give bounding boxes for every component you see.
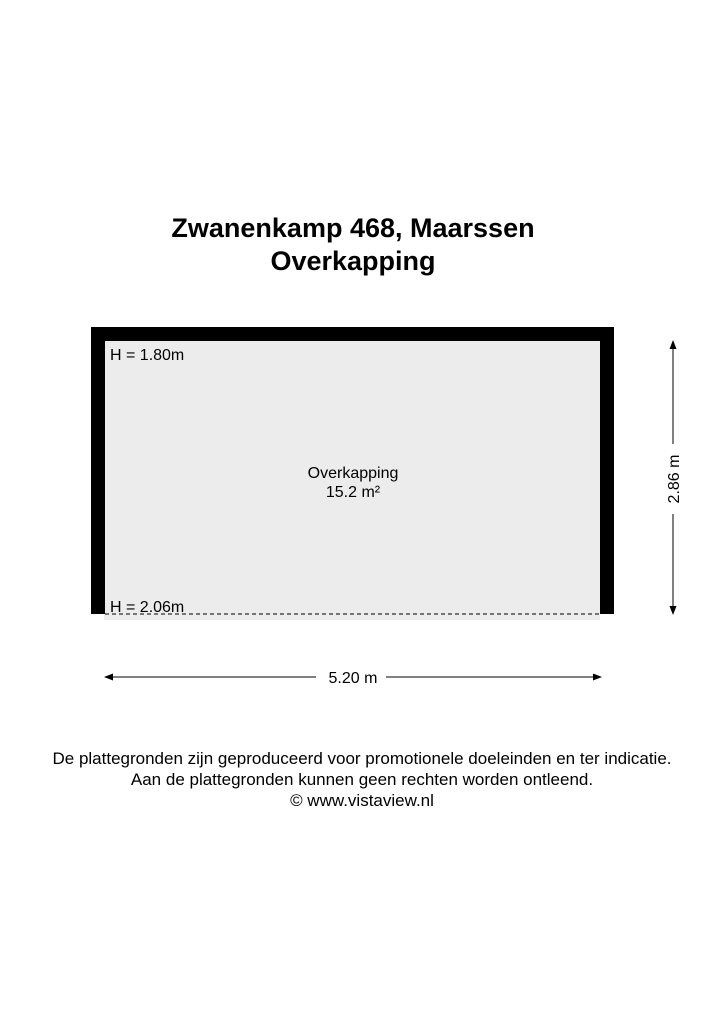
room-name-label: Overkapping bbox=[307, 465, 399, 482]
disclaimer-line-2: Aan de plattegronden kunnen geen rechten worden ontleend. bbox=[130, 770, 594, 789]
wall-right bbox=[600, 327, 614, 614]
room-area-label: 15.2 m² bbox=[325, 484, 381, 501]
plan-title: Zwanenkamp 468, Maarssen bbox=[171, 213, 535, 243]
copyright-line: © www.vistaview.nl bbox=[290, 791, 434, 810]
disclaimer-line-1: De plattegronden zijn geproduceerd voor promotionele doeleinden en ter indicatie. bbox=[52, 749, 672, 768]
arrow-right-icon bbox=[593, 674, 602, 681]
width-dimension-label: 5.20 m bbox=[328, 670, 378, 687]
height-label-top: H = 1.80m bbox=[110, 347, 185, 364]
plan-subtitle: Overkapping bbox=[270, 246, 436, 276]
depth-dimension-label: 2.86 m bbox=[666, 454, 683, 504]
wall-left bbox=[91, 327, 105, 614]
height-label-bottom: H = 2.06m bbox=[110, 599, 185, 616]
arrow-up-icon bbox=[670, 340, 677, 349]
wall-top bbox=[91, 327, 614, 341]
arrow-left-icon bbox=[104, 674, 113, 681]
arrow-down-icon bbox=[670, 606, 677, 615]
